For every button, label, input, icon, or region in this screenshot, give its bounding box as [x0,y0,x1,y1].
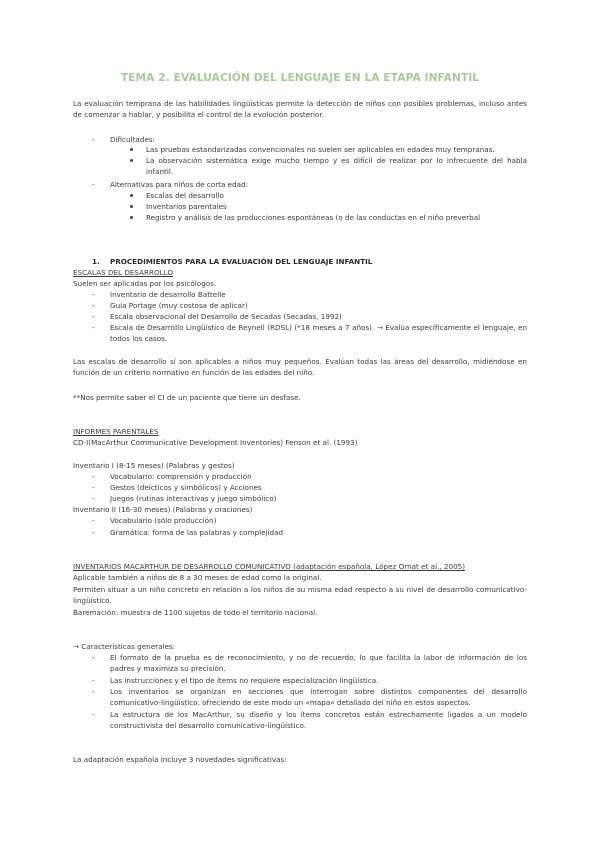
escala-item: Escala de Desarrollo Lingüístico de Reynell (RDSL) (*18 meses a 7 años). → Evalúa específicamente el lenguaje, en todos los casos. [110,323,527,344]
bullet-icon [130,216,133,219]
list-dash: - [92,516,95,525]
escalas-paragraph: Las escalas de desarrollo sí son aplicables a niños muy pequeños. Evalúan todas las áreas del desarrollo, midiéndose en función de un criterio normativo en función de las edades del niño. [73,357,527,378]
inventory-item: Vocabulario (sólo producción) [110,516,217,525]
alternative-item: Inventarios parentales [146,202,227,211]
section-heading: PROCEDIMIENTOS PARA LA EVALUACIÓN DEL LENGUAJE INFANTIL [110,257,373,266]
alternative-item: Escalas del desarrollo [146,191,224,200]
feature-item: La estructura de los MacArthur, su diseño y los ítems concretos están estrechamente ligados a un modelo constructivista del desarrollo comunicativo-lingüístico. [110,710,527,731]
difficulty-item: Las pruebas estandarizadas convencionales no suelen ser aplicables en edades muy tempranas. [146,145,495,154]
subheading-escalas: ESCALAS DEL DESARROLLO [73,268,174,277]
difficulty-item: La observación sistemática exige mucho tiempo y es difícil de realizar por lo infrecuente del habla infantil. [146,156,527,177]
list-dash: - [92,653,95,662]
closing-line: La adaptación española incluye 3 novedades significativas: [73,755,287,764]
inventory-1-label: Inventario I (8-15 meses) (Palabras y gestos) [73,461,235,470]
inventory-item: Vocabulario: comprensión y producción [110,472,252,481]
subheading-informes: INFORMES PARENTALES [73,427,159,436]
difficulties-label: Dificultades: [110,135,155,144]
feature-item: Los inventarios se organizan en secciones que interrogan sobre distintos componentes del desarrollo comunicativo-lingüístico, ofreciendo de este modo un «mapa» detallado del niño en estos aspectos. [110,687,527,708]
intro-paragraph: La evaluación temprana de las habilidades lingüísticas permite la detección de niños con posibles problemas, incluso antes de comenzar a hablar, y posibilita el control de la evolución posterior. [73,99,527,120]
inventory-2-label: Inventario II (16-30 meses) (Palabras y oraciones) [73,505,253,514]
list-dash: - [92,290,95,299]
subheading-macarthur: INVENTARIOS MACARTHUR DE DESARROLLO COMUNICATIVO (adaptación española, López Ornat et al., 2005) [73,562,466,571]
escalas-lead: Suelen ser aplicadas por los psicólogos. [73,279,217,288]
bullet-icon [130,159,133,162]
list-dash: - [92,528,95,537]
macarthur-paragraph: Permiten situar a un niño concreto en relación a los niños de su misma edad respecto a su nivel de desarrollo comunicativo-lingüístico. [73,585,527,606]
list-dash: - [92,323,95,332]
bullet-icon [130,194,133,197]
list-dash: - [92,676,95,685]
alternative-item: Registro y análisis de las producciones espontáneas (o de las conductas en el niño preverbal [146,213,481,222]
escala-item: Escala observacional del Desarrollo de Secadas (Secadas, 1992) [110,312,342,321]
feature-item: El formato de la prueba es de reconocimiento, y no de recuerdo, lo que facilita la labor de información de los padres y maximiza su precisión. [110,653,527,674]
inventory-item: Gestos (deícticos y simbólicos) y Acciones [110,483,262,492]
list-dash: - [92,301,95,310]
inventory-item: Gramática: forma de las palabras y complejidad [110,528,284,537]
list-dash: - [92,135,95,144]
escalas-note: **Nos permite saber el CI de un paciente que tiene un desfase. [73,393,301,402]
document-title: TEMA 2. EVALUACIÓN DEL LENGUAJE EN LA ETAPA INFANTIL [120,72,480,84]
inventory-item: Juegos (rutinas interactivas y juego simbólico) [110,494,277,503]
macarthur-line: Baremación: muestra de 1100 sujetos de todo el territorio nacional. [73,608,318,617]
bullet-icon [130,148,133,151]
list-dash: - [92,483,95,492]
alternatives-label: Alternativas para niños de corta edad: [110,180,249,189]
section-number: 1. [92,257,100,266]
macarthur-line: Aplicable también a niños de 8 a 30 meses de edad como la original. [73,573,322,582]
bullet-icon [130,205,133,208]
list-dash: - [92,472,95,481]
feature-item: Las instrucciones y el tipo de ítems no requiere especialización lingüística. [110,676,379,685]
cdi-reference: CD-I(MacArthur Communicative Development Inventories) Fenson et al. (1993) [73,438,358,447]
list-dash: - [92,710,95,719]
escala-item: Inventario de desarrollo Battelle [110,290,226,299]
list-dash: - [92,312,95,321]
list-dash: - [92,687,95,696]
escala-item: Guía Portage (muy costosa de aplicar) [110,301,248,310]
list-dash: - [92,180,95,189]
list-dash: - [92,494,95,503]
features-label: → Características generales: [73,642,176,651]
